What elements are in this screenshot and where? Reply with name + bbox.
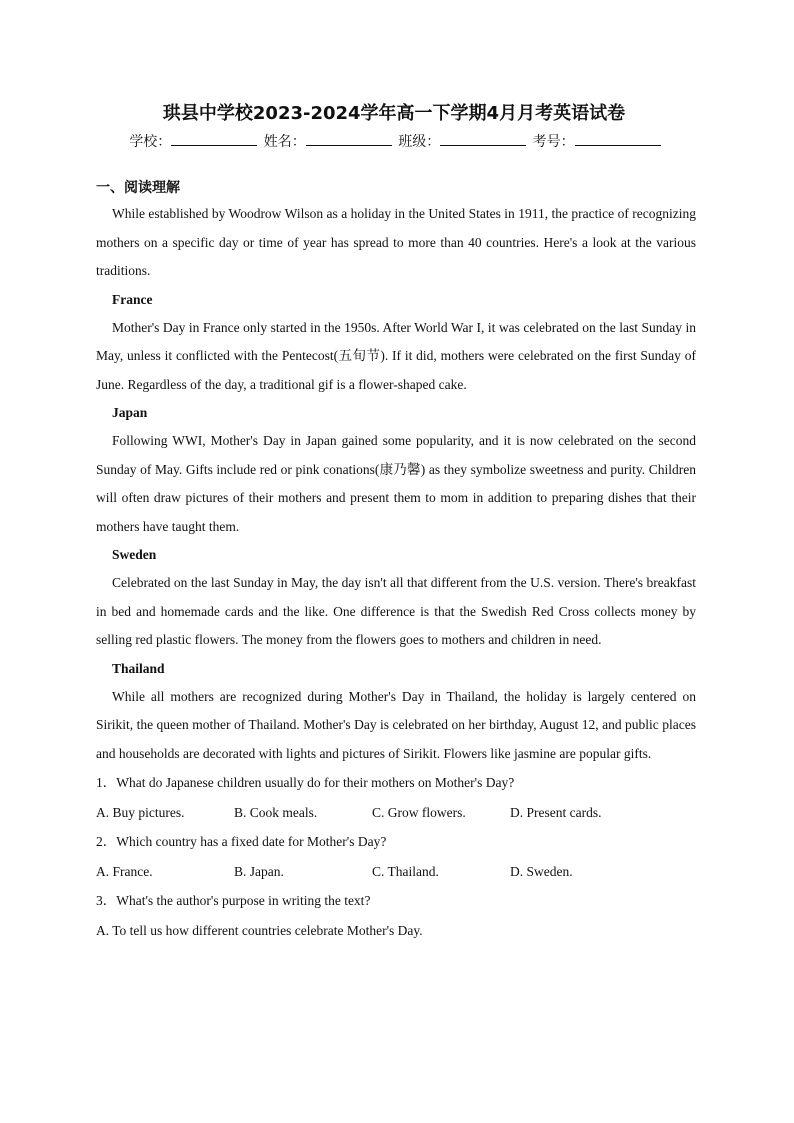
school-label: 学校： — [129, 134, 172, 150]
name-blank[interactable] — [306, 131, 392, 146]
question-2: 2．Which country has a fixed date for Mother's Day? — [96, 834, 387, 849]
question-1-options — [96, 798, 696, 828]
paragraph-sweden: Celebrated on the last Sunday in May, the day isn't all that different from the U.S. version. There's breakfast in bed and homemade cards and the like. One difference is that the Swedish Red Cross collects money by selling red plastic flowers. The money from the flowers goes to mothers and children in need. — [96, 575, 696, 647]
exam-number-label: 考号： — [532, 134, 575, 150]
option-a[interactable]: A. Buy pictures. — [96, 804, 185, 820]
option-c[interactable]: C. Grow flowers. — [372, 804, 466, 820]
exam-page — [96, 100, 696, 945]
class-label: 班级： — [398, 134, 441, 150]
option-b[interactable]: B. Japan. — [234, 863, 284, 879]
option-d[interactable]: D. Present cards. — [510, 804, 602, 820]
question-3: 3．What's the author's purpose in writing the text? — [96, 893, 371, 908]
option-c[interactable]: C. Thailand. — [372, 863, 439, 879]
exam-title: 珙县中学校2023-2024学年高一下学期4月月考英语试卷 — [162, 103, 626, 124]
paragraph-france: Mother's Day in France only started in the 1950s. After World War I, it was celebrated on the last Sunday in May, unless it conflicted with the Pentecost(五旬节). If it did, mothers were celebrated on the first Sunday of June. Regardless of the day, a traditional gif is a flower-shaped cake. — [96, 319, 696, 392]
school-blank[interactable] — [171, 131, 257, 146]
paragraph-japan: Following WWI, Mother's Day in Japan gained some popularity, and it is now celebrated on the second Sunday of May. Gifts include red or pink conations(康乃馨) as they symbolize sweetness and purity. Children will often draw pictures of their mothers and present them to mom in addition to preparing dishes that their mothers have taught them. — [96, 433, 696, 534]
country-heading-france: France — [112, 291, 153, 307]
country-heading-thailand: Thailand — [112, 660, 165, 676]
student-info-fields — [96, 130, 696, 154]
section-heading: 一、阅读理解 — [96, 180, 180, 196]
option-b[interactable]: B. Cook meals. — [234, 804, 318, 820]
question-1: 1．What do Japanese children usually do for their mothers on Mother's Day? — [96, 775, 515, 790]
exam-number-blank[interactable] — [575, 131, 661, 146]
country-heading-japan: Japan — [112, 405, 148, 420]
class-blank[interactable] — [440, 131, 526, 146]
option-a[interactable]: A. France. — [96, 863, 153, 879]
passage-intro: While established by Woodrow Wilson as a holiday in the United States in 1911, the practice of recognizing mothers on a specific day or time of year has spread to more than 40 countries. Here's a look at the various traditions. — [96, 206, 696, 278]
option-a[interactable]: A. To tell us how different countries celebrate Mother's Day. — [96, 922, 423, 938]
paragraph-thailand: While all mothers are recognized during Mother's Day in Thailand, the holiday is largely centered on Sirikit, the queen mother of Thailand. Mother's Day is celebrated on her birthday, August 12, and public places and households are decorated with lights and pictures of Sirikit. Flowers like jasmine are popular gifts. — [96, 688, 696, 761]
name-label: 姓名： — [263, 134, 306, 150]
country-heading-sweden: Sweden — [112, 547, 157, 562]
question-2-options — [96, 857, 696, 887]
option-d[interactable]: D. Sweden. — [510, 863, 573, 879]
